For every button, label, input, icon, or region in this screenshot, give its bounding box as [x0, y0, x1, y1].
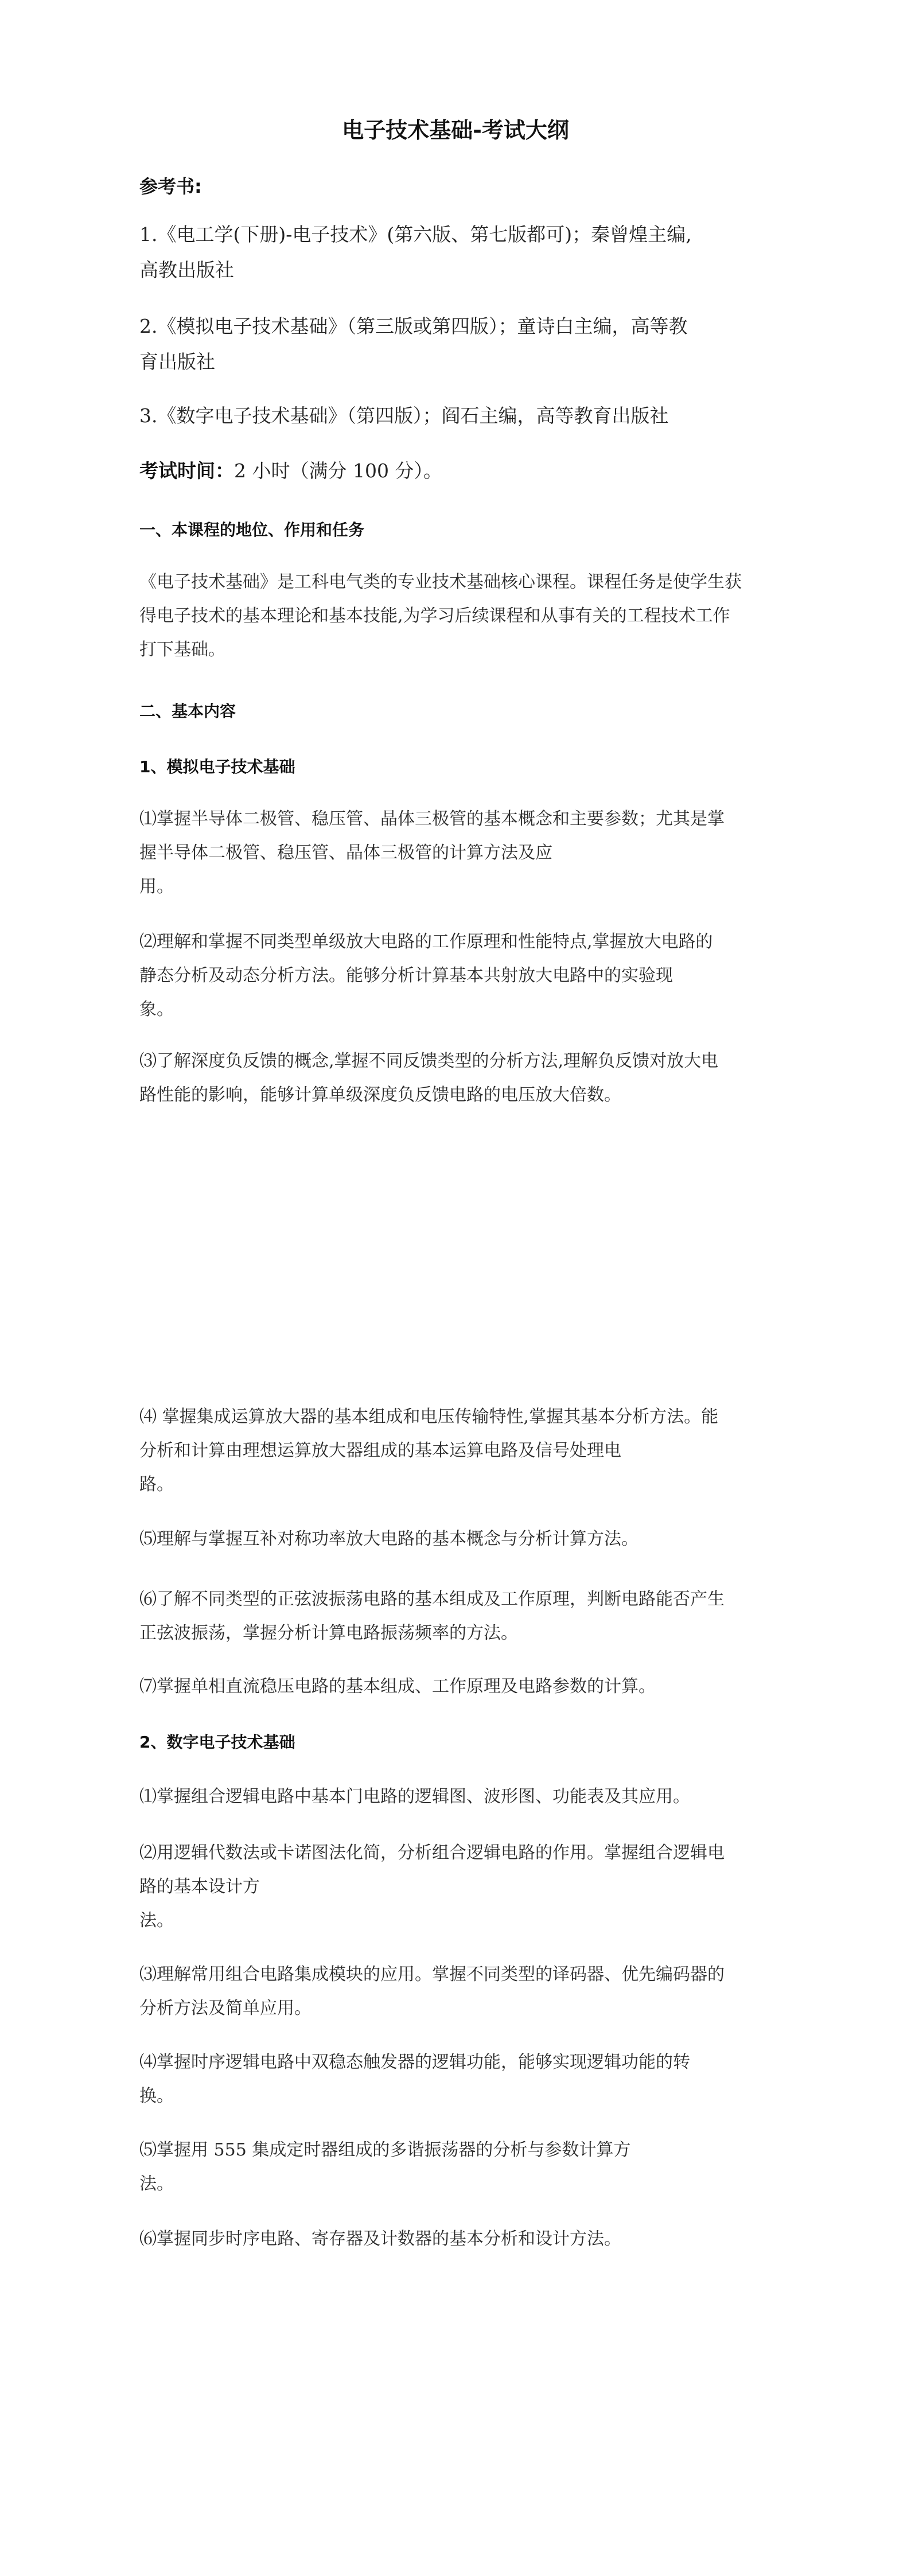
document-title: 电子技术基础-考试大纲	[342, 118, 569, 143]
item-line: ⑷掌握时序逻辑电路中双稳态触发器的逻辑功能，能够实现逻辑功能的转	[139, 2052, 690, 2072]
item-line: 象。	[139, 999, 174, 1019]
digital-item-1	[139, 1780, 776, 1814]
exam-time	[139, 453, 776, 489]
item-line: 静态分析及动态分析方法。能够分析计算基本共射放大电路中的实验现	[139, 966, 673, 986]
item-line: 换。	[139, 2086, 174, 2106]
item-line: ⑸理解与掌握互补对称功率放大电路的基本概念与分析计算方法。	[139, 1529, 639, 1549]
item-line: 分析和计算由理想运算放大器组成的基本运算电路及信号处理电	[139, 1441, 621, 1461]
references-heading: 参考书:	[139, 176, 202, 197]
reference-item-1	[139, 217, 776, 288]
analog-item-3	[139, 1044, 776, 1112]
item-line: ⑷ 掌握集成运算放大器的基本组成和电压传输特性,掌握其基本分析方法。能	[139, 1407, 719, 1427]
reference-line: 1.《电工学(下册)-电子技术》(第六版、第七版都可)；秦曾煌主编,	[139, 223, 692, 246]
item-line: ⑸掌握用 555 集成定时器组成的多谐振荡器的分析与参数计算方	[139, 2140, 631, 2160]
analog-item-4	[139, 1400, 776, 1501]
section1-paragraph	[139, 565, 776, 667]
item-line: 正弦波振荡，掌握分析计算电路振荡频率的方法。	[139, 1623, 518, 1643]
item-line: ⑴掌握组合逻辑电路中基本门电路的逻辑图、波形图、功能表及其应用。	[139, 1787, 690, 1807]
analog-heading: 1、模拟电子技术基础	[139, 757, 295, 776]
item-line: 用。	[139, 877, 174, 897]
reference-line: 高教出版社	[139, 259, 234, 281]
item-line: 路。	[139, 1474, 174, 1495]
analog-item-5	[139, 1522, 776, 1556]
reference-line: 2.《模拟电子技术基础》（第三版或第四版）；童诗白主编，高等教	[139, 315, 688, 337]
item-line: 路的基本设计方	[139, 1877, 260, 1897]
item-line: 路性能的影响，能够计算单级深度负反馈电路的电压放大倍数。	[139, 1085, 621, 1105]
item-line: 法。	[139, 1910, 174, 1931]
analog-item-2	[139, 925, 776, 1026]
item-line: ⑺掌握单相直流稳压电路的基本组成、工作原理及电路参数的计算。	[139, 1676, 656, 1696]
item-line: ⑶了解深度负反馈的概念,掌握不同反馈类型的分析方法,理解负反馈对放大电	[139, 1051, 719, 1071]
digital-heading: 2、数字电子技术基础	[139, 1733, 295, 1752]
exam-time-value: 2 小时（满分 100 分）。	[234, 460, 442, 482]
item-line: ⑴掌握半导体二极管、稳压管、晶体三极管的基本概念和主要参数；尤其是掌	[139, 809, 725, 829]
reference-line: 3.《数字电子技术基础》（第四版）；阎石主编，高等教育出版社	[139, 404, 669, 427]
item-line: ⑹掌握同步时序电路、寄存器及计数器的基本分析和设计方法。	[139, 2229, 621, 2249]
item-line: 握半导体二极管、稳压管、晶体三极管的计算方法及应	[139, 843, 552, 863]
analog-item-7	[139, 1670, 776, 1703]
exam-time-label: 考试时间：	[139, 460, 234, 482]
item-line: 法。	[139, 2174, 174, 2194]
digital-item-3	[139, 1958, 776, 2025]
paragraph-line: 得电子技术的基本理论和基本技能,为学习后续课程和从事有关的工程技术工作	[139, 606, 730, 626]
digital-item-2	[139, 1836, 776, 1937]
section2-heading: 二、基本内容	[139, 702, 236, 721]
item-line: ⑵理解和掌握不同类型单级放大电路的工作原理和性能特点,掌握放大电路的	[139, 932, 713, 952]
reference-item-3	[139, 398, 776, 434]
reference-line: 育出版社	[139, 351, 215, 373]
reference-item-2	[139, 309, 776, 380]
item-line: ⑹了解不同类型的正弦波振荡电路的基本组成及工作原理，判断电路能否产生	[139, 1589, 725, 1609]
digital-item-4	[139, 2045, 776, 2113]
digital-item-5	[139, 2133, 776, 2201]
analog-item-6	[139, 1582, 776, 1650]
section1-heading: 一、本课程的地位、作用和任务	[139, 520, 365, 539]
item-line: ⑶理解常用组合电路集成模块的应用。掌握不同类型的译码器、优先编码器的	[139, 1964, 725, 1984]
digital-item-6	[139, 2222, 776, 2256]
analog-item-1	[139, 802, 776, 904]
item-line: ⑵用逻辑代数法或卡诺图法化简，分析组合逻辑电路的作用。掌握组合逻辑电	[139, 1843, 725, 1863]
paragraph-line: 打下基础。	[139, 640, 225, 660]
item-line: 分析方法及简单应用。	[139, 1998, 312, 2018]
paragraph-line: 《电子技术基础》是工科电气类的专业技术基础核心课程。课程任务是使学生获	[139, 572, 742, 592]
